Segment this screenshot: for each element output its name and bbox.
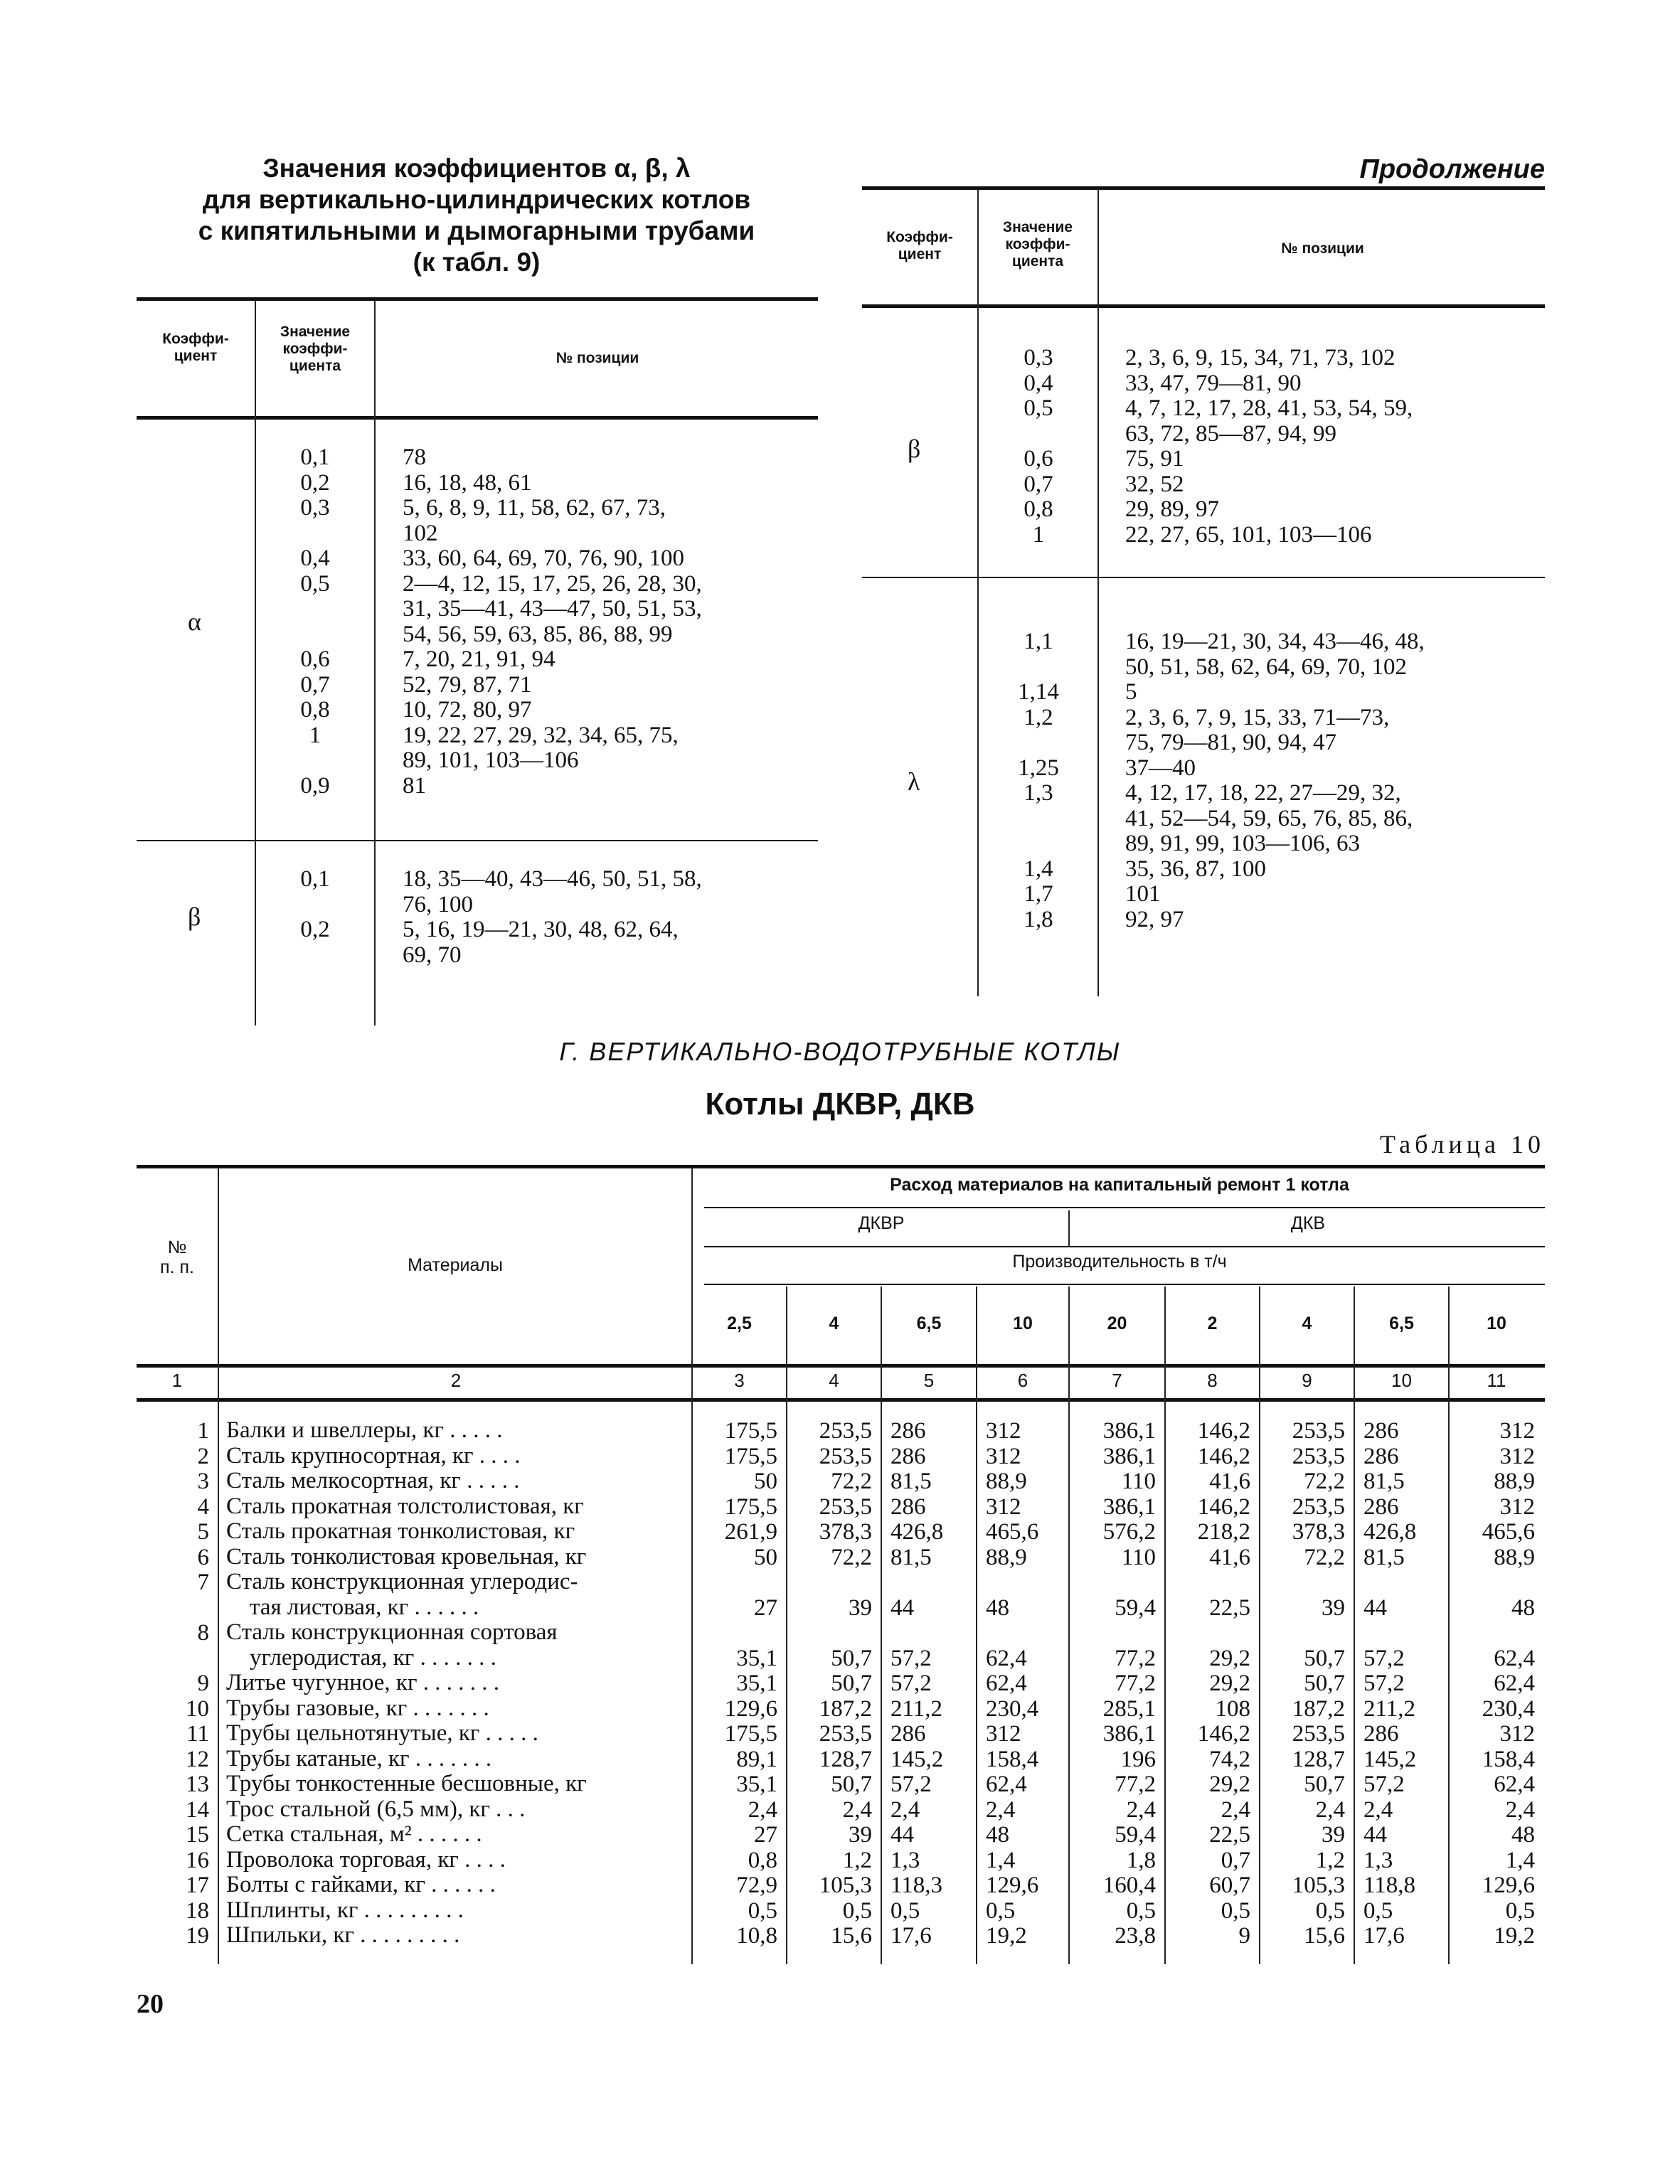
table-cell: 48 [986, 1822, 1009, 1848]
table-cell: 48 [1511, 1594, 1535, 1621]
main-col-divider-4 [786, 1287, 787, 1964]
material-name: Трубы газовые, кг . . . . . . . [226, 1695, 489, 1721]
table-cell: 62,4 [986, 1671, 1027, 1696]
column-number: 3 [734, 1370, 745, 1391]
table-cell: 129,6 [724, 1695, 777, 1722]
table-cell: 158,4 [1482, 1746, 1535, 1772]
table-cell: 0,5 [986, 1897, 1016, 1924]
row-number: 10 [186, 1695, 209, 1722]
table-cell: 175,5 [724, 1418, 777, 1444]
table-cell: 29,2 [1209, 1645, 1250, 1671]
table-cell: 175,5 [724, 1721, 777, 1747]
left-header-value: Значение коэффи- циента [280, 324, 351, 374]
left-symbol-alpha: α [188, 607, 201, 636]
right-table-top-rule [862, 186, 1545, 190]
table-cell: 1,2 [842, 1847, 872, 1873]
table-cell: 145,2 [890, 1746, 944, 1772]
table-cell: 44 [890, 1594, 914, 1621]
table-cell: 0,8 [748, 1847, 777, 1873]
column-number: 5 [923, 1370, 935, 1391]
table-cell: 0,5 [1363, 1897, 1393, 1924]
table-cell: 118,3 [890, 1873, 943, 1898]
material-name: Сталь конструкционная углеродис- тая листовая, кг . . . . . . [226, 1569, 578, 1620]
table-cell: 386,1 [1102, 1443, 1156, 1469]
table-cell: 15,6 [1304, 1923, 1345, 1949]
table-cell: 57,2 [1363, 1671, 1405, 1696]
table-cell: 312 [986, 1493, 1021, 1520]
left-alpha-positions: 78 16, 18, 48, 61 5, 6, 8, 9, 11, 58, 62, 67, 73, 102 33, 60, 64, 69, 70, 76, 90, 100 2—4, 12, 15, 17, 25, 26, 28, 30, 31, 35—41, 43—47, 50, 51, 53, 54, 56, 59, 63, 85, 86, 88, 99 7, 20, 21, 91, 94 52, 79, 87, 71 10, 72, 80, 97 19, 22, 27, 29, 32, 34, 65, 75, 89, 101, 103—106 81 [403, 444, 702, 799]
table-cell: 2,4 [1315, 1796, 1345, 1823]
table-cell: 146,2 [1197, 1418, 1250, 1444]
capacity-cell: 10 [1013, 1314, 1033, 1333]
table-cell: 39 [849, 1822, 872, 1848]
table-cell: 286 [890, 1418, 926, 1444]
table-cell: 286 [890, 1721, 926, 1747]
left-table-title [135, 153, 818, 278]
table-cell: 50,7 [831, 1671, 872, 1696]
table-cell: 2,4 [1363, 1796, 1393, 1823]
left-beta-values: 0,1 0,2 [300, 866, 330, 942]
right-header-positions: № позиции [1281, 240, 1364, 257]
table-cell: 2,4 [1505, 1796, 1535, 1823]
table-cell: 1,4 [1505, 1847, 1535, 1873]
material-name: Трубы цельнотянутые, кг . . . . . [226, 1720, 538, 1746]
table-cell: 0,5 [842, 1897, 872, 1924]
table-cell: 465,6 [1482, 1519, 1535, 1545]
table-cell: 57,2 [1363, 1772, 1405, 1797]
table-cell: 62,4 [1494, 1671, 1535, 1696]
table-cell: 72,2 [831, 1469, 872, 1494]
table-cell: 253,5 [1292, 1443, 1345, 1469]
column-number: 2 [450, 1370, 462, 1391]
table-cell: 108 [1215, 1695, 1250, 1722]
table-cell: 57,2 [890, 1645, 932, 1671]
table-cell: 50 [754, 1469, 777, 1494]
table-cell: 196 [1120, 1746, 1156, 1772]
table-cell: 89,1 [736, 1746, 777, 1772]
row-number: 7 [197, 1570, 209, 1595]
material-name: Сталь мелкосортная, кг . . . . . [226, 1468, 520, 1493]
row-number: 14 [186, 1796, 209, 1823]
table-cell: 72,9 [736, 1873, 777, 1898]
row-number: 9 [197, 1671, 209, 1696]
column-number: 9 [1302, 1370, 1312, 1391]
table-cell: 77,2 [1115, 1671, 1156, 1696]
material-name: Сетка стальная, м² . . . . . . [226, 1821, 482, 1847]
row-number: 12 [186, 1746, 209, 1772]
table-cell: 27 [754, 1594, 777, 1621]
section-heading: Г. ВЕРТИКАЛЬНО-ВОДОТРУБНЫЕ КОТЛЫ [559, 1037, 1121, 1066]
main-table-top-rule [137, 1165, 1545, 1168]
table-cell: 146,2 [1197, 1493, 1250, 1520]
table-cell: 118,8 [1363, 1873, 1416, 1898]
table-cell: 145,2 [1363, 1746, 1417, 1772]
table-cell: 253,5 [819, 1493, 872, 1520]
table-cell: 72,2 [1304, 1469, 1345, 1494]
table-cell: 0,5 [1221, 1897, 1250, 1924]
material-name: Шплинты, кг . . . . . . . . . [226, 1897, 464, 1923]
main-brand-divider [1068, 1210, 1070, 1246]
table-cell: 286 [1363, 1493, 1399, 1520]
material-name: Балки и швеллеры, кг . . . . . [226, 1417, 503, 1443]
main-header-no: № п. п. [160, 1237, 194, 1277]
table-cell: 0,5 [748, 1897, 777, 1924]
right-header-coef: Коэффи- циент [886, 229, 953, 262]
main-header-dkv: ДКВ [1290, 1213, 1326, 1233]
table-cell: 261,9 [724, 1519, 777, 1545]
table-cell: 312 [986, 1721, 1021, 1747]
table-cell: 41,6 [1209, 1544, 1250, 1570]
table-cell: 312 [986, 1443, 1021, 1469]
row-number: 1 [197, 1418, 209, 1444]
table-cell: 41,6 [1209, 1469, 1250, 1494]
table-cell: 60,7 [1209, 1873, 1250, 1898]
table-cell: 110 [1121, 1544, 1156, 1570]
table-cell: 253,5 [1292, 1493, 1345, 1520]
table-cell: 0,7 [1221, 1847, 1250, 1873]
table-cell: 286 [1363, 1418, 1399, 1444]
table-cell: 74,2 [1209, 1746, 1250, 1772]
column-number: 6 [1017, 1370, 1028, 1391]
table-cell: 285,1 [1102, 1695, 1156, 1722]
row-number: 4 [197, 1493, 209, 1520]
left-symbol-beta: β [188, 902, 201, 931]
left-beta-positions: 18, 35—40, 43—46, 50, 51, 58, 76, 100 5, 16, 19—21, 30, 48, 62, 64, 69, 70 [403, 866, 702, 968]
table-cell: 48 [986, 1594, 1009, 1621]
left-alpha-values: 0,1 0,2 0,3 0,4 0,5 0,6 0,7 0,8 1 0,9 [300, 444, 330, 799]
column-number: 4 [829, 1370, 839, 1391]
main-col-divider-no [218, 1168, 219, 1964]
main-col-divider-materials [691, 1168, 693, 1964]
main-col-divider-5 [881, 1287, 882, 1964]
table-cell: 88,9 [986, 1544, 1027, 1570]
right-symbol-beta: β [908, 435, 921, 463]
table-cell: 77,2 [1115, 1645, 1156, 1671]
table-cell: 230,4 [986, 1695, 1039, 1722]
left-title-line-1: Значения коэффициентов α, β, λ [262, 154, 691, 183]
row-number: 16 [186, 1847, 209, 1873]
capacity-cell: 2 [1207, 1314, 1218, 1333]
table-cell: 1,2 [1315, 1847, 1345, 1873]
table-cell: 158,4 [986, 1746, 1039, 1772]
table-cell: 312 [1499, 1493, 1535, 1520]
table-cell: 19,2 [1494, 1923, 1535, 1949]
table-cell: 426,8 [1363, 1519, 1417, 1545]
table-cell: 15,6 [831, 1923, 872, 1949]
table-cell: 44 [890, 1822, 914, 1848]
table-cell: 312 [1499, 1418, 1535, 1444]
column-number: 1 [171, 1370, 183, 1391]
table-cell: 29,2 [1209, 1671, 1250, 1696]
material-name: Сталь прокатная тонколистовая, кг [226, 1518, 575, 1544]
table-cell: 81,5 [1363, 1469, 1405, 1494]
table-cell: 88,9 [1494, 1469, 1535, 1494]
table-cell: 253,5 [819, 1443, 872, 1469]
table-cell: 22,5 [1209, 1594, 1250, 1621]
column-number: 7 [1112, 1370, 1122, 1391]
table-cell: 253,5 [819, 1418, 872, 1444]
table-cell: 62,4 [986, 1645, 1027, 1671]
row-number: 6 [197, 1544, 209, 1570]
continuation-label: Продолжение [1359, 154, 1545, 184]
left-header-coef: Коэффи- циент [162, 331, 229, 364]
main-colnum-rule [137, 1398, 1545, 1402]
table-cell: 2,4 [890, 1796, 920, 1823]
table-cell: 1,3 [1363, 1847, 1393, 1873]
table-cell: 62,4 [1494, 1645, 1535, 1671]
material-name: Сталь прокатная толстолистовая, кг [226, 1493, 584, 1519]
table-cell: 50,7 [1304, 1671, 1345, 1696]
main-col-divider-9 [1259, 1287, 1260, 1964]
table-cell: 27 [754, 1822, 777, 1848]
table-cell: 211,2 [890, 1695, 943, 1722]
table-cell: 50 [754, 1544, 777, 1570]
column-number: 8 [1207, 1370, 1218, 1391]
left-title-line-2: для вертикально-цилиндрических котлов [202, 185, 751, 214]
table-cell: 39 [1322, 1594, 1345, 1621]
table-cell: 1,3 [890, 1847, 920, 1873]
row-number: 5 [197, 1519, 209, 1545]
table-cell: 253,5 [1292, 1418, 1345, 1444]
table-cell: 44 [1363, 1594, 1387, 1621]
material-name: Сталь тонколистовая кровельная, кг [226, 1543, 587, 1570]
material-name: Болты с гайками, кг . . . . . . [226, 1872, 496, 1897]
row-number: 15 [186, 1822, 209, 1848]
table-cell: 59,4 [1115, 1822, 1156, 1848]
table-cell: 312 [986, 1418, 1021, 1444]
right-lambda-positions: 16, 19—21, 30, 34, 43—46, 48, 50, 51, 58, 62, 64, 69, 70, 102 5 2, 3, 6, 7, 9, 15, 33, 71—73, 75, 79—81, 90, 94, 47 37—40 4, 12, 17, 18, 22, 27—29, 32, 41, 52—54, 59, 65, 76, 85, 86, 89, 91, 99, 103—106, 63 35, 36, 87, 100 101 92, 97 [1125, 629, 1425, 932]
table-cell: 17,6 [890, 1923, 932, 1949]
table-cell: 312 [1499, 1721, 1535, 1747]
table-cell: 88,9 [986, 1469, 1027, 1494]
left-table-group-rule [137, 840, 818, 841]
table-cell: 72,2 [1304, 1544, 1345, 1570]
table-cell: 77,2 [1115, 1772, 1156, 1797]
table-cell: 187,2 [1292, 1695, 1345, 1722]
table-cell: 218,2 [1197, 1519, 1250, 1545]
table-cell: 128,7 [1292, 1746, 1345, 1772]
table-cell: 211,2 [1363, 1695, 1416, 1722]
table-cell: 286 [1363, 1721, 1399, 1747]
table-cell: 576,2 [1102, 1519, 1156, 1545]
main-col-divider-6 [976, 1287, 977, 1964]
table-cell: 386,1 [1102, 1493, 1156, 1520]
table-cell: 253,5 [1292, 1721, 1345, 1747]
material-name: Проволока торговая, кг . . . . [226, 1846, 506, 1873]
table-cell: 57,2 [890, 1671, 932, 1696]
main-col-divider-7 [1068, 1287, 1070, 1964]
capacity-cell: 6,5 [916, 1314, 942, 1333]
table-cell: 62,4 [986, 1772, 1027, 1797]
capacity-cell: 10 [1487, 1314, 1506, 1333]
main-col-divider-10 [1354, 1287, 1355, 1964]
table-cell: 146,2 [1197, 1721, 1250, 1747]
table-cell: 0,5 [1126, 1897, 1156, 1924]
table-cell: 2,4 [1221, 1796, 1250, 1823]
table-cell: 9 [1238, 1923, 1250, 1949]
table-cell: 1,4 [986, 1847, 1016, 1873]
right-table-col-divider-2 [1097, 189, 1099, 996]
row-number: 18 [186, 1897, 209, 1924]
table-cell: 19,2 [986, 1923, 1027, 1949]
left-title-line-3: с кипятильными и дымогарными трубами [198, 216, 755, 245]
capacity-cell: 6,5 [1389, 1314, 1414, 1333]
table-cell: 72,2 [831, 1544, 872, 1570]
table-cell: 2,4 [986, 1796, 1016, 1823]
table-cell: 146,2 [1197, 1443, 1250, 1469]
main-capacity-rule [704, 1284, 1545, 1285]
left-table-col-divider-1 [255, 300, 256, 1026]
left-table-col-divider-2 [374, 300, 376, 1026]
right-beta-positions: 2, 3, 6, 9, 15, 34, 71, 73, 102 33, 47, 79—81, 90 4, 7, 12, 17, 28, 41, 53, 54, 59, 63, 72, 85—87, 94, 99 75, 91 32, 52 29, 89, 97 22, 27, 65, 101, 103—106 [1125, 345, 1413, 548]
row-number: 13 [186, 1772, 209, 1797]
main-col-divider-11 [1448, 1287, 1450, 1964]
left-table-top-rule [137, 297, 818, 301]
table-cell: 312 [1499, 1443, 1535, 1469]
table-cell: 1,8 [1126, 1847, 1156, 1873]
table-cell: 39 [1322, 1822, 1345, 1848]
row-number: 19 [186, 1923, 209, 1949]
table-cell: 35,1 [736, 1671, 777, 1696]
right-table-col-divider-1 [977, 189, 979, 996]
table-cell: 2,4 [842, 1796, 872, 1823]
material-name: Сталь конструкционная сортовая углеродистая, кг . . . . . . . [226, 1619, 558, 1671]
table-cell: 0,5 [1315, 1897, 1345, 1924]
table-cell: 10,8 [736, 1923, 777, 1949]
main-header-rule [137, 1364, 1545, 1368]
right-table-group-rule [862, 577, 1545, 578]
capacity-cell: 4 [829, 1314, 839, 1333]
table-cell: 2,4 [748, 1796, 777, 1823]
main-header-dkvr: ДКВР [858, 1213, 905, 1233]
row-number: 17 [186, 1873, 209, 1898]
material-name: Литье чугунное, кг . . . . . . . [226, 1670, 499, 1695]
table-cell: 50,7 [831, 1772, 872, 1797]
right-header-value: Значение коэффи- циента [1002, 219, 1073, 270]
page-number: 20 [137, 1989, 164, 2019]
right-table-header-rule [862, 304, 1545, 308]
table-cell: 81,5 [890, 1544, 932, 1570]
table-cell: 23,8 [1115, 1923, 1156, 1949]
table-cell: 386,1 [1102, 1418, 1156, 1444]
capacity-cell: 4 [1302, 1314, 1312, 1333]
table-cell: 17,6 [1363, 1923, 1405, 1949]
right-beta-values: 0,3 0,4 0,5 0,6 0,7 0,8 1 [1024, 345, 1053, 548]
table-cell: 59,4 [1115, 1594, 1156, 1621]
main-col-divider-8 [1164, 1287, 1166, 1964]
table-cell: 2,4 [1126, 1796, 1156, 1823]
table-cell: 286 [1363, 1443, 1399, 1469]
table-cell: 50,7 [831, 1645, 872, 1671]
material-name: Трубы тонкостенные бесшовные, кг [226, 1771, 587, 1796]
table-cell: 386,1 [1102, 1721, 1156, 1747]
main-header-materials: Материалы [408, 1255, 503, 1275]
table-cell: 426,8 [890, 1519, 944, 1545]
table-cell: 81,5 [1363, 1544, 1405, 1570]
left-table-header-rule [137, 416, 818, 420]
table-cell: 286 [890, 1493, 926, 1520]
right-symbol-lambda: λ [908, 767, 920, 796]
table-cell: 35,1 [736, 1772, 777, 1797]
table-cell: 81,5 [890, 1469, 932, 1494]
table-cell: 378,3 [819, 1519, 872, 1545]
table-label: Таблица 10 [1380, 1130, 1545, 1158]
material-name: Трубы катаные, кг . . . . . . . [226, 1745, 492, 1772]
table-cell: 129,6 [986, 1873, 1039, 1898]
table-cell: 22,5 [1209, 1822, 1250, 1848]
table-cell: 88,9 [1494, 1544, 1535, 1570]
table-cell: 129,6 [1482, 1873, 1535, 1898]
table-cell: 128,7 [819, 1746, 872, 1772]
main-consumption-rule [704, 1207, 1545, 1208]
table-cell: 57,2 [1363, 1645, 1405, 1671]
left-title-line-4: (к табл. 9) [413, 247, 541, 277]
table-cell: 110 [1121, 1469, 1156, 1494]
capacity-cell: 2,5 [727, 1314, 752, 1333]
row-number: 11 [186, 1721, 209, 1747]
table-cell: 160,4 [1102, 1873, 1156, 1898]
column-number: 11 [1487, 1370, 1506, 1391]
capacity-cell: 20 [1107, 1314, 1127, 1333]
table-cell: 48 [1511, 1822, 1535, 1848]
table-cell: 175,5 [724, 1493, 777, 1520]
column-number: 10 [1391, 1370, 1412, 1391]
table-cell: 286 [890, 1443, 926, 1469]
table-cell: 50,7 [1304, 1772, 1345, 1797]
right-lambda-values: 1,1 1,14 1,2 1,25 1,3 1,4 1,7 1,8 [1018, 629, 1059, 932]
table-cell: 187,2 [819, 1695, 872, 1722]
table-cell: 465,6 [986, 1519, 1039, 1545]
table-cell: 62,4 [1494, 1772, 1535, 1797]
table-cell: 105,3 [1292, 1873, 1345, 1898]
table-cell: 35,1 [736, 1645, 777, 1671]
table-cell: 29,2 [1209, 1772, 1250, 1797]
table-cell: 0,5 [1505, 1897, 1535, 1924]
left-header-positions: № позиции [555, 350, 639, 366]
row-number: 3 [197, 1469, 209, 1494]
material-name: Трос стальной (6,5 мм), кг . . . [226, 1796, 526, 1822]
main-header-capacity: Производительность в т/ч [1012, 1252, 1227, 1272]
table-cell: 0,5 [890, 1897, 920, 1924]
main-brands-rule [704, 1246, 1545, 1247]
table-cell: 175,5 [724, 1443, 777, 1469]
row-number: 8 [197, 1620, 209, 1646]
row-number: 2 [197, 1443, 209, 1469]
table-cell: 44 [1363, 1822, 1387, 1848]
table-cell: 378,3 [1292, 1519, 1345, 1545]
table-cell: 105,3 [819, 1873, 872, 1898]
table-cell: 230,4 [1482, 1695, 1535, 1722]
table-cell: 57,2 [890, 1772, 932, 1797]
material-name: Шпильки, кг . . . . . . . . . [226, 1922, 460, 1948]
main-header-consumption: Расход материалов на капитальный ремонт 1 котла [890, 1175, 1349, 1195]
table-cell: 39 [849, 1594, 872, 1621]
table-cell: 253,5 [819, 1721, 872, 1747]
material-name: Сталь крупносортная, кг . . . . [226, 1442, 521, 1469]
subsection-heading: Котлы ДКВР, ДКВ [705, 1087, 975, 1122]
table-cell: 50,7 [1304, 1645, 1345, 1671]
